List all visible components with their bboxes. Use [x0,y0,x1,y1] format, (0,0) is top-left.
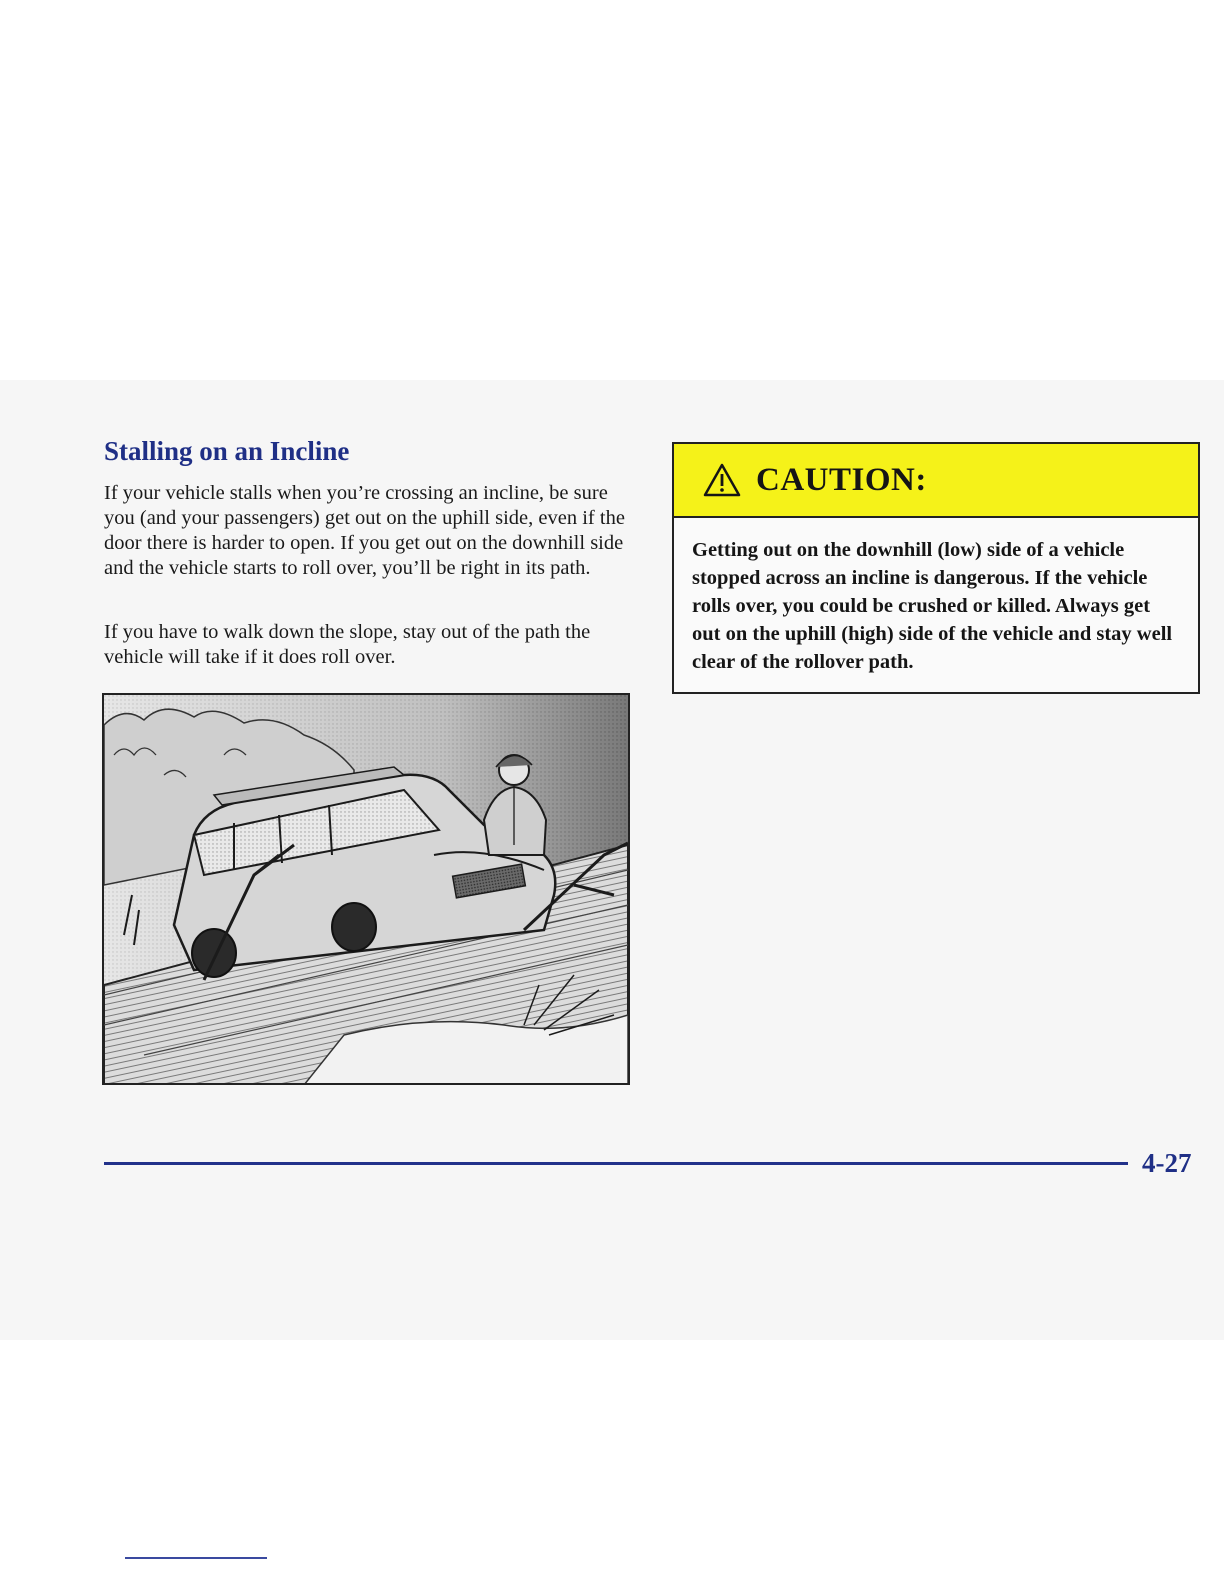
vehicle-incline-illustration [102,693,630,1085]
section-title: Stalling on an Incline [104,436,350,466]
bottom-underline-mark [125,1557,267,1559]
body-paragraph-2: If you have to walk down the slope, stay out of the path the vehicle will take if it does roll over. [104,621,591,668]
caution-label: CAUTION: [756,461,927,498]
body-paragraph-1: If your vehicle stalls when you’re crossing an incline, be sure you (and your passengers) get out on the uphill side, even if the door there is harder to open. If you get out on the downhill side and the vehicle starts to roll over, you’ll be right in its path. [104,482,625,579]
caution-text: Getting out on the downhill (low) side of a vehicle stopped across an incline is dangerous. If the vehicle rolls over, you could be crushed or killed. Always get out on the uphill (high) side of the vehicle and stay well clear of the rollover path. [692,539,1173,673]
caution-header [674,444,1198,518]
warning-triangle-icon [702,462,742,498]
page-number: 4-27 [1142,1148,1192,1178]
caution-box [672,442,1200,694]
footer-rule [104,1162,1128,1165]
